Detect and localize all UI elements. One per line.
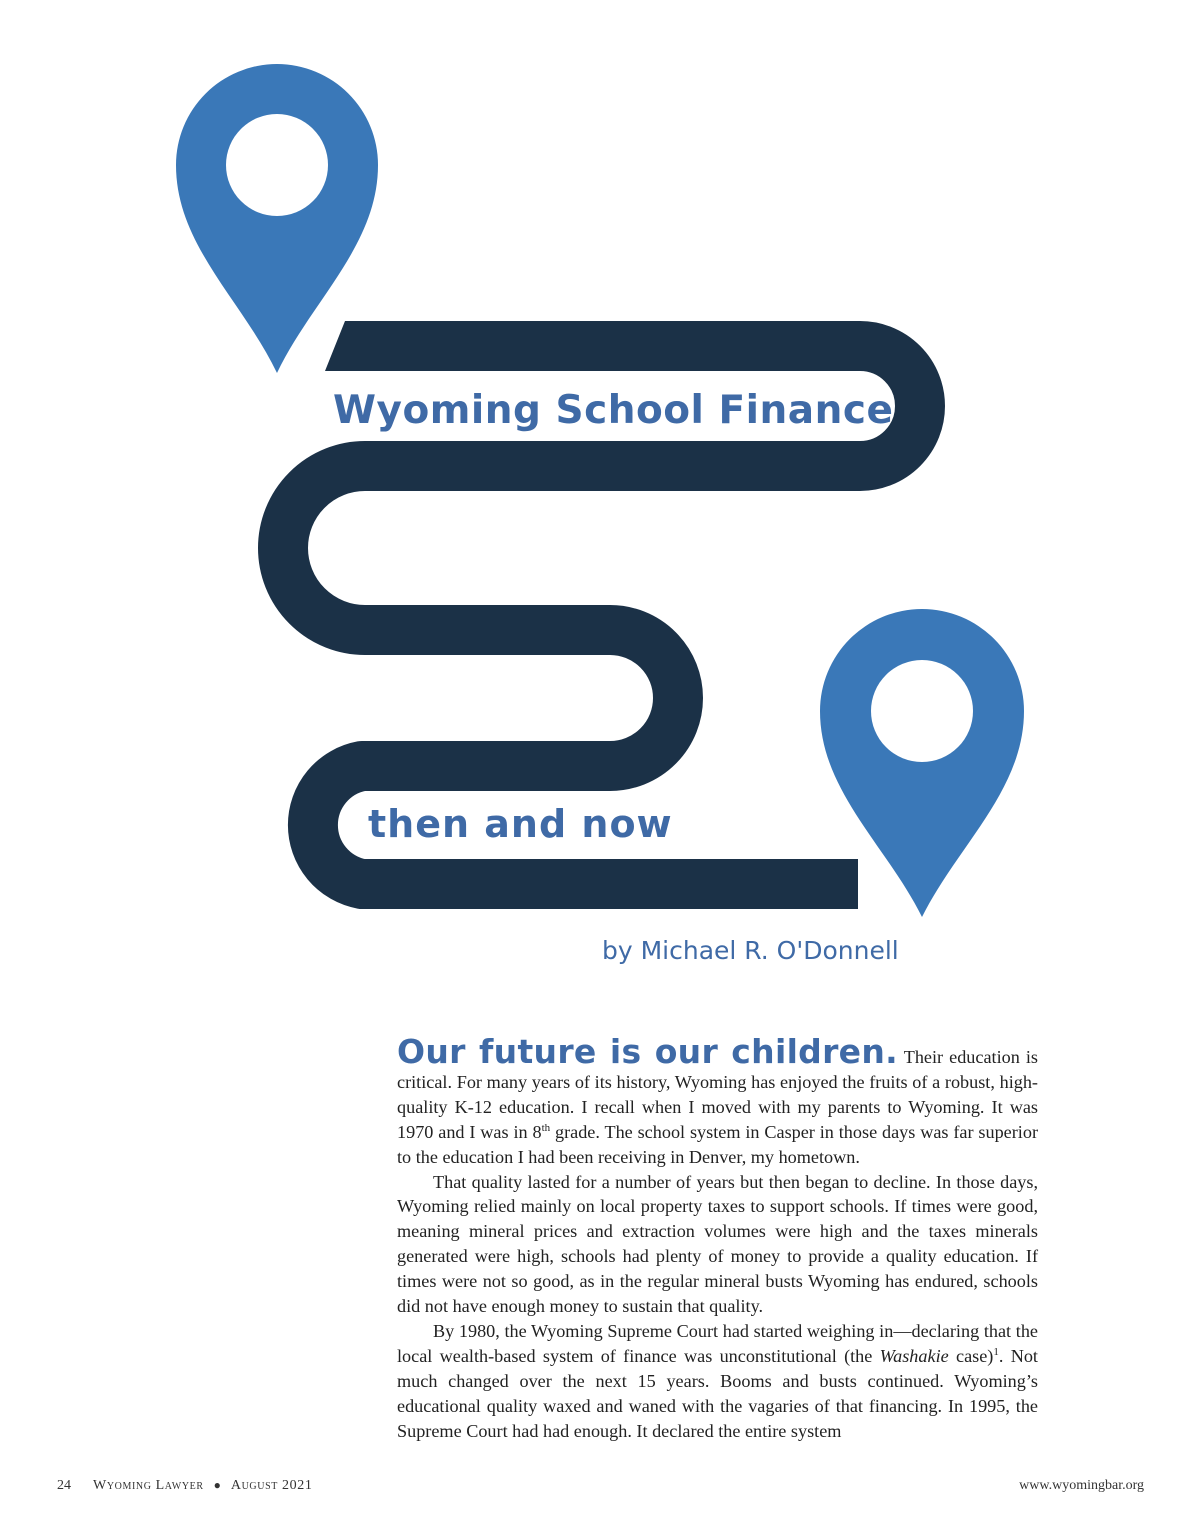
bullet-icon: ● — [213, 1478, 221, 1492]
page-footer — [57, 1478, 1144, 1498]
publication-name: Wyoming Lawyer — [93, 1478, 204, 1493]
article-subtitle: then and now — [368, 802, 673, 846]
byline: by Michael R. O'Donnell — [602, 936, 899, 965]
case-name: Washakie — [879, 1345, 949, 1366]
paragraph-text: grade. The school system in Casper in those days was far superior to the education I had been receiving in Denver, my hometown. — [397, 1121, 1039, 1167]
lead-in: Our future is our children. — [397, 1032, 898, 1071]
paragraph — [397, 1032, 1039, 1170]
paragraph-text: By 1980, the Wyoming Supreme Court had started weighing in—declaring that the local wealth-based system of finance was unconstitutional (the — [397, 1320, 1038, 1366]
paragraph-text: . Not much changed over the next 15 years. Booms and busts continued. Wyoming’s educational quality waxed and waned with the vagaries of that financing. In 1995, the Supreme Court had had enough. It declared the entire system — [397, 1345, 1038, 1441]
issue-date: August 2021 — [230, 1478, 313, 1493]
superscript: th — [541, 1121, 551, 1134]
footer-left — [57, 1478, 312, 1494]
page-number: 24 — [57, 1478, 71, 1493]
paragraph-text: case) — [948, 1345, 994, 1366]
article-body — [397, 1032, 1039, 1444]
paragraph — [397, 1319, 1038, 1444]
paragraph-text: Their education is critical. For many years of its history, Wyoming has enjoyed the fruits of a robust, high-quality K-12 education. I recall when I moved with my parents to Wyoming. It was 1970 and I was in 8 — [397, 1047, 1039, 1142]
paragraph: That quality lasted for a number of years but then began to decline. In those days, Wyoming relied mainly on local property taxes to support schools. If times were good, meaning mineral prices and extraction volumes were high and the taxes minerals generated were high, schools had plenty of money to provide a quality education. If times were not so good, as in the regular mineral busts Wyoming has endured, schools did not have enough money to sustain that quality. — [397, 1171, 1038, 1317]
article-title: Wyoming School Finance — [333, 388, 894, 433]
footnote-ref: 1 — [993, 1345, 999, 1358]
website-url: www.wyomingbar.org — [1019, 1478, 1144, 1493]
